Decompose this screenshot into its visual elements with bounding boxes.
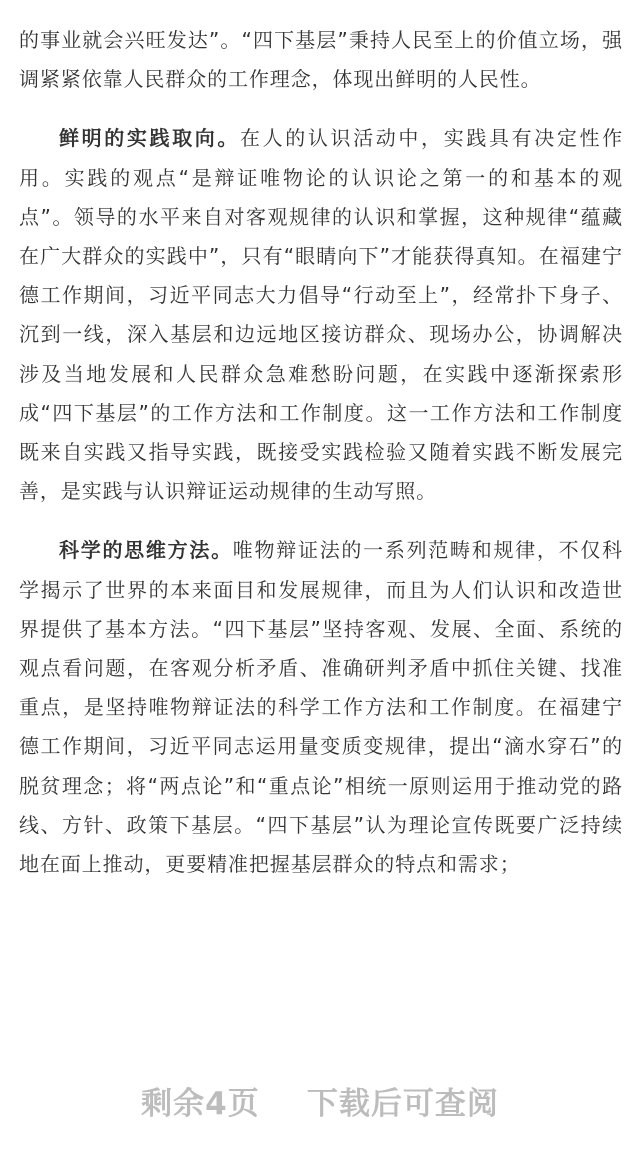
remaining-pages-label[interactable]: 剩余4页 [141, 1086, 260, 1122]
paragraph-scientific-method [19, 531, 623, 884]
paragraph-text: 唯物辩证法的一系列范畴和规律，不仅科学揭示了世界的本来面目和发展规律，而且为人们认识和改造世界提供了基本方法。“四下基层”坚持客观、发展、全面、系统的观点看问题，在客观分析矛盾、准确研判矛盾中抓住关键、找准重点，是坚持唯物辩证法的科学工作方法和工作制度。在福建宁德工作期间，习近平同志运用量变质变规律，提出“滴水穿石”的脱贫理念；将“两点论”和“重点论”相统一原则运用于推动党的路线、方针、政策下基层。“四下基层”认为理论宣传既要广泛持续地在面上推动，更要精准把握基层群众的特点和需求； [19, 538, 624, 877]
paragraph-practice-orientation [19, 119, 623, 511]
paragraph-people-oriented [19, 21, 623, 99]
article-body [19, 21, 623, 884]
paragraph-text: 在人的认识活动中，实践具有决定性作用。实践的观点“是辩证唯物论的认识论之第一的和基本的观点”。领导的水平来自对客观规律的认识和掌握，这种规律“蕴藏在广大群众的实践中”，只有“眼睛向下”才能获得真知。在福建宁德工作期间，习近平同志大力倡导“行动至上”，经常扑下身子、沉到一线，深入基层和边远地区接访群众、现场办公，协调解决涉及当地发展和人民群众急难愁盼问题，在实践中逐渐探索形成“四下基层”的工作方法和工作制度。这一工作方法和工作制度既来自实践又指导实践，既接受实践检验又随着实践不断发展完善，是实践与认识辩证运动规律的生动写照。 [19, 126, 623, 504]
paragraph-text: 的事业就会兴旺发达”。“四下基层”秉持人民至上的价值立场，强调紧紧依靠人民群众的工作理念，体现出鲜明的人民性。 [19, 28, 623, 92]
download-prompt[interactable] [0, 1078, 640, 1123]
download-to-view-label[interactable]: 下载后可查阅 [306, 1086, 499, 1122]
paragraph-heading: 科学的思维方法。 [59, 538, 233, 563]
paragraph-heading: 鲜明的实践取向。 [59, 126, 241, 151]
